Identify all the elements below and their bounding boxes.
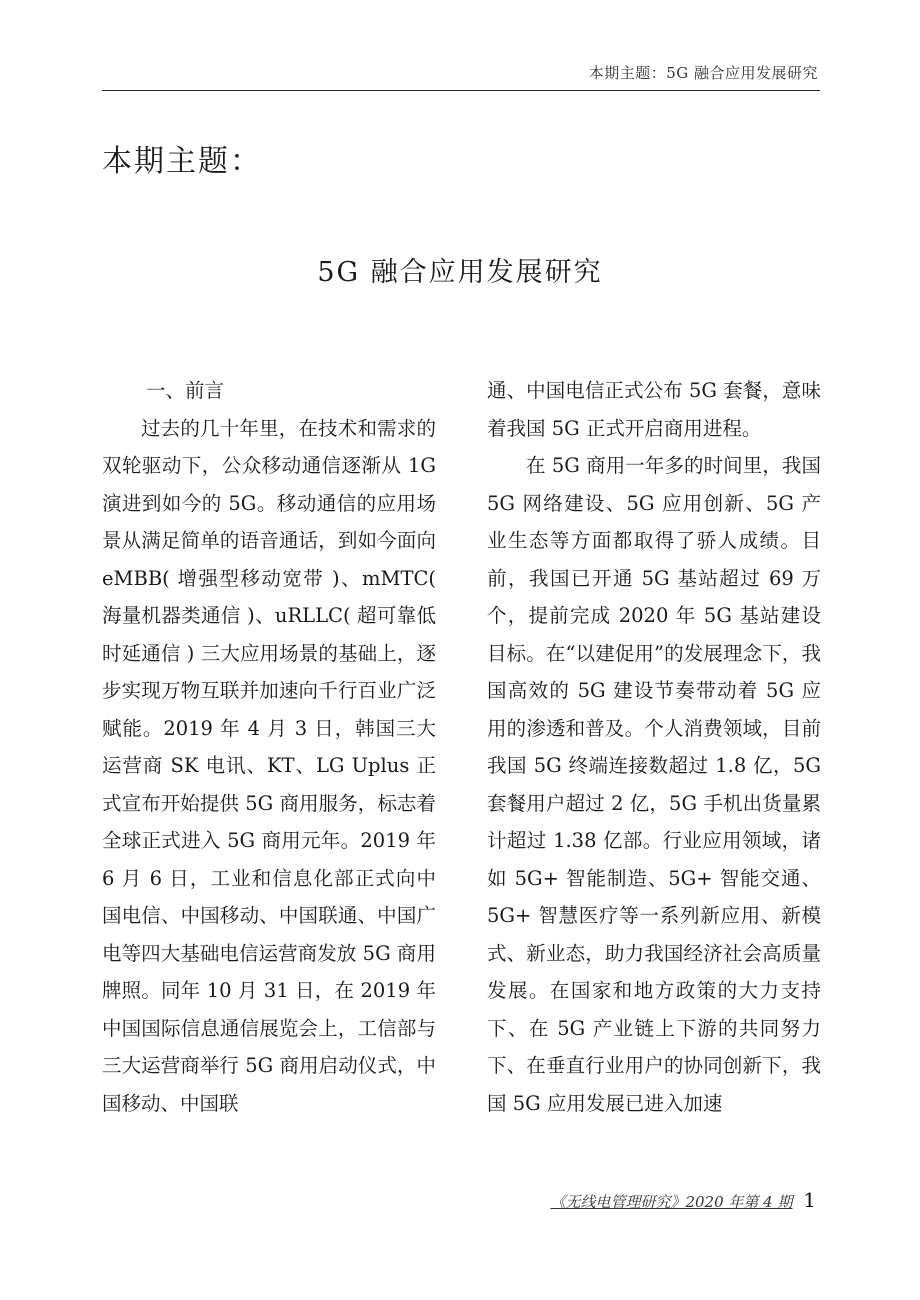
- section-heading: 一、前言: [146, 379, 225, 402]
- article-title: 5G 融合应用发展研究: [317, 257, 603, 288]
- left-column: [102, 372, 436, 1122]
- body-paragraph-continuation: 通、中国电信正式公布 5G 套餐，意味着我国 5G 正式开启商用进程。: [487, 379, 821, 440]
- right-column: [487, 372, 821, 1122]
- page-number: 1: [803, 1188, 816, 1212]
- body-paragraph-1: 过去的几十年里，在技术和需求的双轮驱动下，公众移动通信逐渐从 1G 演进到如今的 5G。移动通信的应用场景从满足简单的语音通话，到如今面向 eMBB( 增强型移动宽带 )、mMTC( 海量机器类通信 )、uRLLC( 超可靠低时延通信 ) 三大应用场景的基础上，逐步实现万物互联并加速向千行百业广泛赋能。2019 年 4 月 3 日，韩国三大运营商 SK 电讯、KT、LG Uplus 正式宣布开始提供 5G 商用服务，标志着全球正式进入 5G 商用元年。2019 年 6 月 6 日，工业和信息化部正式向中国电信、中国移动、中国联通、中国广电等四大基础电信运营商发放 5G 商用牌照。同年 10 月 31 日，在 2019 年中国国际信息通信展览会上，工信部与三大运营商举行 5G 商用启动仪式，中国移动、中国联: [102, 416, 436, 1115]
- running-header-title: 本期主题：5G 融合应用发展研究: [588, 64, 818, 82]
- page-footer: [550, 1188, 816, 1212]
- body-paragraph-2: 在 5G 商用一年多的时间里，我国 5G 网络建设、5G 应用创新、5G 产业生态等方面都取得了骄人成绩。目前，我国已开通 5G 基站超过 69 万个，提前完成 2020 年 5G 基站建设目标。在“以建促用”的发展理念下，我国高效的 5G 建设节奏带动着 5G 应用的渗透和普及。个人消费领域，目前我国 5G 终端连接数超过 1.8 亿，5G 套餐用户超过 2 亿，5G 手机出货量累计超过 1.38 亿部。行业应用领域，诸如 5G+ 智能制造、5G+ 智能交通、5G+ 智慧医疗等一系列新应用、新模式、新业态，助力我国经济社会高质量发展。在国家和地方政策的大力支持下、在 5G 产业链上下游的共同努力下、在垂直行业用户的协同创新下，我国 5G 应用发展已进入加速: [487, 454, 821, 1115]
- section-label: 本期主题：: [102, 144, 262, 179]
- footer-journal: 《无线电管理研究》2020 年第 4 期: [550, 1193, 793, 1211]
- running-header: [102, 56, 820, 91]
